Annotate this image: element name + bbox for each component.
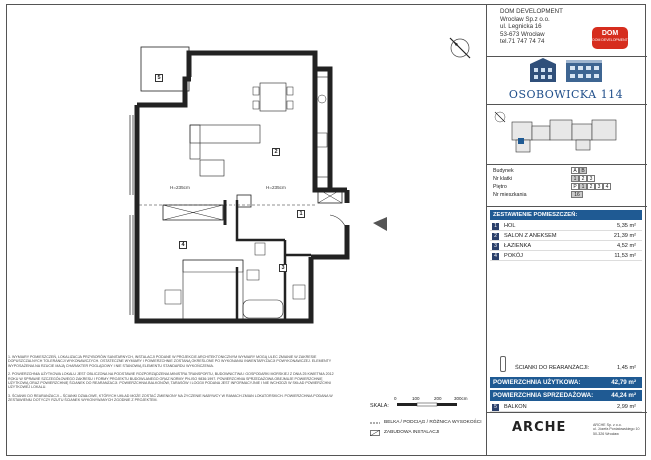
balcony-row: [490, 402, 642, 412]
unit-number: 16: [571, 191, 583, 198]
dashed-line-icon: [370, 420, 380, 426]
key-beam-label: BELKA / PODCIĄG / RÓŻNICA WYSOKOŚCI: [384, 420, 482, 425]
room-name: HOL: [504, 223, 516, 229]
symbol-keys: [370, 420, 482, 440]
divider: [487, 206, 647, 207]
building-illustration: [528, 56, 604, 84]
room-row: [490, 231, 642, 241]
company-phone: tel.71 747 74 74: [500, 38, 545, 46]
project-title: OSOBOWICKA 114: [508, 88, 624, 101]
room-row: [490, 241, 642, 251]
legend-note: 1. WYMIARY POMIESZCZEŃ, LOKALIZACJA PRZYBORÓW SANITARNYCH, INSTALACJI PODANE W PROJEKCIE ARCHITEKTONICZNYM WYMIARY MOGĄ ULEC ZMIANIE W ZAKRESIE DOPUSZCZALNYCH TOLERANCJI WYKONAWCZYCH. OSTATECZNE WYMIARY I POWIERZCHNIE ZOSTANĄ OKREŚLONE PO WYKONANIU INWENTARYZACJI POWYKONAWCZEJ. ELEMENTY WYPOSAŻENIA NA RZUCIE MAJĄ CHARAKTER POGLĄDOWY I NIE STANOWIĄ ELEMENTU STANDARDU WYKOŃCZENIA.: [8, 355, 332, 368]
summary-heading: ZESTAWIENIE POMIESZCZEŃ:: [490, 210, 642, 220]
stair-label: Nr klatki: [493, 176, 513, 182]
plan-room-label: 2: [272, 148, 280, 156]
stair-cell-selected: 1: [571, 175, 579, 182]
company-entity: Wrocław Sp.z o.o.: [500, 15, 550, 23]
usable-area-label: POWIERZCHNIA UŻYTKOWA:: [493, 379, 581, 386]
building-label: Budynek: [493, 168, 514, 174]
room-area: 5,35 m²: [617, 223, 636, 229]
rearrangeable-area: 1,45 m²: [617, 365, 636, 371]
company-info: [500, 8, 563, 46]
legend-note: 2. POWIERZCHNIA UŻYTKOWA LOKALU JEST OBLICZONA NA PODSTAWIE ROZPORZĄDZENIA MINISTRA TRANSPORTU, BUDOWNICTWA I GOSPODARKI MORSKIEJ Z DNIA 25 KWIETNIA 2012 ROKU W SPRAWIE SZCZEGÓŁOWEGO ZAKRESU I FORMY PROJEKTU BUDOWLANEGO ORAZ NORMY PN-ISO 9836:1997. POWIERZCHNIA SPRZEDAŻOWA OBEJMUJE POWIERZCHNIĘ UŻYTKOWĄ ORAZ POWIERZCHNIĘ ŚCIANEK DO REARANŻACJI. POWIERZCHNIA BALKONÓW, TARASÓW I LOGGII PODANA JEST INFORMACYJNIE I NIE WCHODZI W SKŁAD POWIERZCHNI UŻYTKOWEJ LOKALU.: [8, 372, 334, 390]
plan-room-label: 1: [297, 210, 305, 218]
key-beam: [370, 420, 482, 430]
divider: [487, 412, 647, 413]
legend-note: 3. ŚCIANKI DO REARANŻACJI – ŚCIANKI DZIAŁOWE, KTÓRYCH UKŁAD MOŻE ZOSTAĆ ZMIENIONY NA ŻYCZENIE NABYWCY W RAMACH ZMIAN LOKATORSKICH. POWIERZCHNIA PODANA W ZESTAWIENIU DOTYCZY RZUTU ŚCIANEK WYKONYWANYCH ZGODNIE Z PROJEKTEM.: [8, 393, 333, 403]
logo-text: DOM: [601, 30, 619, 37]
room-name: POKÓJ: [504, 253, 523, 259]
sale-area-label: POWIERZCHNIA SPRZEDAŻOWA:: [493, 392, 594, 399]
company-name: DOM DEVELOPMENT: [500, 8, 563, 15]
floor-label: Piętro: [493, 184, 507, 190]
plan-room-label: 4: [179, 241, 187, 249]
arche-logo: ARCHE: [512, 420, 567, 435]
room-area: 11,53 m²: [614, 253, 636, 259]
building-cell-selected: B: [579, 167, 587, 174]
building-cell: A: [571, 167, 579, 174]
arche-info-line: ul. Józefa Poniatowskiego 10: [593, 427, 640, 432]
key-installation: [370, 430, 482, 440]
room-area: 4,52 m²: [617, 243, 636, 249]
room-number-badge: 1: [492, 223, 499, 230]
room-area: 21,39 m²: [613, 233, 636, 239]
room-name: BALKON: [504, 404, 527, 410]
divider: [487, 164, 647, 165]
company-city: 53-673 Wrocław: [500, 30, 545, 38]
room-row: [490, 251, 642, 261]
legend-notes: [8, 355, 338, 407]
room-number-badge: 2: [492, 233, 499, 240]
ceiling-height-label: H=235cm: [170, 185, 190, 190]
floor-cell: P: [571, 183, 579, 190]
stair-cell: 2: [579, 175, 587, 182]
arche-info-line: 50-326 Wrocław: [593, 431, 619, 436]
room-number-badge: 3: [492, 243, 499, 250]
stair-cell: 3: [587, 175, 595, 182]
key-plan: [490, 108, 642, 158]
scale-bar: [397, 402, 467, 408]
room-area: 2,99 m²: [617, 404, 636, 410]
sale-area-row: [490, 390, 642, 401]
sale-area-value: 44,24 m²: [611, 392, 636, 399]
scale-tick: 200: [434, 396, 442, 401]
usable-area-value: 42,79 m²: [611, 379, 636, 386]
scale-tick: 0: [394, 396, 397, 401]
arche-info: [593, 423, 640, 436]
scale-tick: 100: [412, 396, 420, 401]
usable-area-row: [490, 377, 642, 388]
wall-symbol-icon: [500, 356, 506, 372]
unit-label: Nr mieszkania: [493, 192, 527, 198]
room-number-badge: 4: [492, 253, 499, 260]
room-name: ŁAZIENKA: [504, 243, 532, 249]
rearrangeable-walls-row: [490, 362, 642, 374]
floor-cell-selected: 1: [579, 183, 587, 190]
scale-tick: 300cm: [454, 396, 468, 401]
room-number-badge: 5: [492, 404, 499, 411]
floor-plan: [125, 45, 395, 345]
logo-subtext: DOM DEVELOPMENT: [592, 38, 628, 42]
plan-room-label: 3: [279, 264, 287, 272]
floor-cell: 4: [603, 183, 611, 190]
floor-cell: 3: [595, 183, 603, 190]
north-arrow-icon: [446, 34, 474, 62]
floor-cell: 2: [587, 183, 595, 190]
key-installation-label: ZABUDOWA INSTALACJI: [384, 430, 440, 435]
ceiling-height-label: H=235cm: [266, 185, 286, 190]
divider: [487, 104, 647, 105]
dom-logo: [592, 27, 628, 49]
room-list: [490, 221, 642, 261]
arche-info-line: ARCHE Sp. z o.o.: [593, 423, 622, 427]
plan-room-label: 5: [155, 74, 163, 82]
room-row: [490, 221, 642, 231]
room-name: SALON Z ANEKSEM: [504, 233, 557, 239]
company-street: ul. Legnicka 16: [500, 23, 542, 31]
rearrangeable-label: ŚCIANKI DO REARANŻACJI:: [515, 365, 590, 371]
hatch-box-icon: [370, 430, 380, 436]
scale-label: SKALA:: [370, 403, 389, 409]
